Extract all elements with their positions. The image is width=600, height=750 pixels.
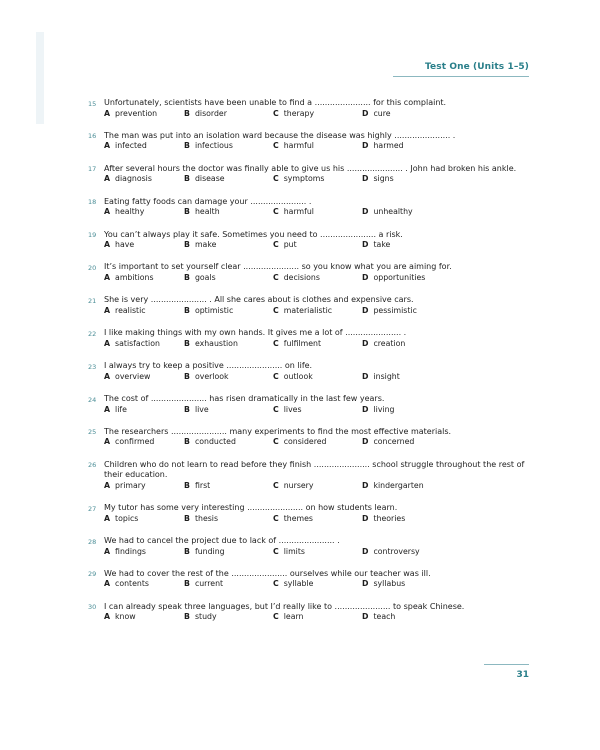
- answer-option: [362, 109, 452, 120]
- answer-options: [104, 339, 528, 350]
- answer-option: [273, 612, 362, 623]
- option-text: living: [373, 404, 395, 414]
- option-letter: A: [104, 108, 111, 118]
- option-text: disorder: [194, 108, 227, 118]
- option-text: symptoms: [283, 174, 325, 184]
- answer-options: [104, 547, 528, 558]
- answer-options: [104, 481, 528, 492]
- option-letter: B: [184, 108, 190, 118]
- question-text: Eating fatty foods can damage your ...................... .: [104, 196, 312, 206]
- question-line: [88, 427, 528, 438]
- footer-divider: [484, 664, 529, 665]
- question-item: [88, 503, 528, 524]
- option-text: therapy: [283, 108, 315, 118]
- option-text: topics: [115, 513, 139, 523]
- answer-option: [184, 514, 273, 525]
- answer-option: [273, 514, 362, 525]
- option-letter: C: [273, 513, 279, 523]
- answer-option: [104, 207, 184, 218]
- question-text: We had to cover the rest of the ...................... ourselves while our teacher was ill.: [104, 568, 431, 578]
- option-text: current: [194, 579, 224, 589]
- answer-option: [184, 339, 273, 350]
- question-item: [88, 361, 528, 382]
- question-number: 25: [88, 428, 97, 437]
- option-text: materialistic: [283, 305, 333, 315]
- option-letter: B: [184, 141, 190, 151]
- question-number: 22: [88, 329, 97, 338]
- answer-option: [184, 579, 273, 590]
- question-number: 16: [88, 132, 97, 141]
- question-number: 18: [88, 198, 97, 207]
- answer-option: [184, 437, 273, 448]
- answer-option: [273, 174, 362, 185]
- answer-option: [104, 273, 184, 284]
- answer-option: [362, 207, 452, 218]
- question-number: 29: [88, 570, 97, 579]
- question-text: I always try to keep a positive ...................... on life.: [104, 361, 313, 371]
- question-text: The man was put into an isolation ward because the disease was highly ...................... .: [104, 130, 456, 140]
- option-letter: D: [362, 174, 369, 184]
- question-item: [88, 98, 528, 119]
- question-item: [88, 230, 528, 251]
- question-item: [88, 427, 528, 448]
- option-text: findings: [115, 546, 146, 556]
- answer-option: [273, 141, 362, 152]
- option-text: live: [194, 404, 209, 414]
- option-letter: C: [273, 371, 279, 381]
- option-text: decisions: [283, 272, 320, 282]
- answer-option: [362, 306, 452, 317]
- question-text: Unfortunately, scientists have been unable to find a ...................... for this complaint.: [104, 98, 447, 107]
- answer-option: [104, 339, 184, 350]
- answer-option: [184, 306, 273, 317]
- option-letter: D: [362, 207, 369, 217]
- option-text: infected: [115, 141, 147, 151]
- option-letter: D: [362, 612, 369, 622]
- option-letter: A: [104, 305, 111, 315]
- answer-options: [104, 207, 528, 218]
- answer-option: [184, 612, 273, 623]
- option-letter: C: [273, 305, 279, 315]
- option-letter: B: [184, 240, 190, 250]
- answer-option: [362, 174, 452, 185]
- answer-option: [104, 240, 184, 251]
- option-letter: D: [362, 141, 369, 151]
- option-text: syllable: [283, 579, 314, 589]
- answer-option: [184, 481, 273, 492]
- answer-option: [362, 579, 452, 590]
- question-text: You can’t always play it safe. Sometimes you need to ...................... a risk.: [104, 229, 403, 239]
- question-number: 17: [88, 165, 97, 174]
- option-letter: D: [362, 546, 369, 556]
- answer-option: [104, 437, 184, 448]
- option-text: first: [194, 480, 211, 490]
- answer-options: [104, 240, 528, 251]
- question-text: I like making things with my own hands. It gives me a lot of ...................... .: [104, 328, 407, 338]
- option-text: insight: [373, 371, 400, 381]
- option-letter: C: [273, 141, 279, 151]
- option-text: harmful: [283, 207, 314, 217]
- option-text: have: [115, 240, 135, 250]
- question-line: [88, 503, 528, 514]
- option-letter: C: [273, 546, 279, 556]
- answer-options: [104, 514, 528, 525]
- option-text: primary: [115, 480, 146, 490]
- option-letter: A: [104, 404, 111, 414]
- question-line: [88, 536, 528, 547]
- option-letter: B: [184, 437, 190, 447]
- answer-option: [273, 405, 362, 416]
- question-text: I can already speak three languages, but I’d really like to ...................... to speak Chinese.: [104, 601, 465, 611]
- option-letter: D: [362, 240, 369, 250]
- question-line: [88, 98, 528, 109]
- option-text: prevention: [115, 108, 158, 118]
- option-text: confirmed: [115, 437, 155, 447]
- question-item: [88, 131, 528, 152]
- option-letter: D: [362, 371, 369, 381]
- option-text: life: [115, 404, 127, 414]
- answer-option: [184, 141, 273, 152]
- option-letter: A: [104, 338, 111, 348]
- answer-option: [104, 481, 184, 492]
- answer-option: [362, 405, 452, 416]
- option-text: funding: [194, 546, 225, 556]
- question-line: [88, 328, 528, 339]
- answer-option: [184, 405, 273, 416]
- margin-shade: [36, 32, 44, 124]
- answer-options: [104, 109, 528, 120]
- question-line: [88, 460, 528, 481]
- answer-option: [273, 481, 362, 492]
- option-letter: A: [104, 207, 111, 217]
- option-text: syllabus: [373, 579, 406, 589]
- question-text: She is very ...................... . All she cares about is clothes and expensive cars.: [104, 295, 414, 305]
- option-letter: A: [104, 437, 111, 447]
- option-text: theories: [373, 513, 406, 523]
- option-text: signs: [373, 174, 394, 184]
- question-line: [88, 230, 528, 241]
- option-text: learn: [283, 612, 304, 622]
- question-number: 20: [88, 263, 97, 272]
- option-text: realistic: [115, 305, 146, 315]
- answer-options: [104, 174, 528, 185]
- option-text: contents: [115, 579, 149, 589]
- option-letter: C: [273, 579, 279, 589]
- option-letter: B: [184, 612, 190, 622]
- option-text: concerned: [373, 437, 415, 447]
- answer-option: [273, 339, 362, 350]
- option-letter: C: [273, 437, 279, 447]
- answer-options: [104, 437, 528, 448]
- option-letter: B: [184, 338, 190, 348]
- option-text: controversy: [373, 546, 420, 556]
- answer-option: [362, 339, 452, 350]
- option-letter: C: [273, 612, 279, 622]
- option-letter: B: [184, 480, 190, 490]
- question-item: [88, 328, 528, 349]
- option-text: outlook: [283, 371, 313, 381]
- option-letter: A: [104, 480, 111, 490]
- option-text: take: [373, 240, 391, 250]
- answer-option: [273, 109, 362, 120]
- question-text: The researchers ...................... many experiments to find the most effective materials.: [104, 426, 452, 436]
- option-letter: B: [184, 579, 190, 589]
- option-text: opportunities: [373, 272, 426, 282]
- option-text: harmed: [373, 141, 404, 151]
- answer-option: [104, 547, 184, 558]
- option-text: satisfaction: [115, 338, 160, 348]
- header-divider: [393, 76, 529, 77]
- answer-option: [362, 372, 452, 383]
- option-letter: A: [104, 141, 111, 151]
- option-text: lives: [283, 404, 302, 414]
- option-letter: D: [362, 437, 369, 447]
- answer-option: [362, 481, 452, 492]
- question-line: [88, 569, 528, 580]
- option-letter: B: [184, 207, 190, 217]
- option-text: goals: [194, 272, 216, 282]
- option-text: conducted: [194, 437, 236, 447]
- option-letter: C: [273, 272, 279, 282]
- option-text: pessimistic: [373, 305, 417, 315]
- question-line: [88, 164, 528, 175]
- question-text: The cost of ...................... has risen dramatically in the last few years.: [104, 394, 385, 404]
- option-letter: D: [362, 305, 369, 315]
- question-number: 28: [88, 537, 97, 546]
- answer-option: [184, 109, 273, 120]
- answer-options: [104, 372, 528, 383]
- option-letter: A: [104, 240, 111, 250]
- answer-option: [104, 579, 184, 590]
- option-letter: C: [273, 207, 279, 217]
- option-text: put: [283, 240, 297, 250]
- answer-options: [104, 273, 528, 284]
- option-letter: A: [104, 174, 111, 184]
- answer-option: [273, 207, 362, 218]
- option-text: exhaustion: [194, 338, 238, 348]
- option-letter: D: [362, 338, 369, 348]
- question-item: [88, 602, 528, 623]
- answer-option: [362, 141, 452, 152]
- question-line: [88, 197, 528, 208]
- answer-option: [104, 514, 184, 525]
- option-text: nursery: [283, 480, 314, 490]
- question-text: It’s important to set yourself clear ...................... so you know what you are aiming for.: [104, 262, 452, 272]
- question-line: [88, 602, 528, 613]
- question-number: 30: [88, 603, 97, 612]
- answer-option: [273, 306, 362, 317]
- answer-option: [362, 240, 452, 251]
- question-list: [88, 98, 528, 635]
- question-item: [88, 197, 528, 218]
- answer-option: [273, 240, 362, 251]
- question-number: 27: [88, 504, 97, 513]
- question-text: Children who do not learn to read before they finish ...................... school struggle throughout the rest of their education.: [104, 459, 525, 480]
- option-letter: D: [362, 513, 369, 523]
- option-letter: D: [362, 480, 369, 490]
- question-number: 23: [88, 362, 97, 371]
- option-text: make: [194, 240, 217, 250]
- option-letter: C: [273, 108, 279, 118]
- question-item: [88, 164, 528, 185]
- question-number: 19: [88, 231, 97, 240]
- option-letter: A: [104, 546, 111, 556]
- option-letter: B: [184, 305, 190, 315]
- option-letter: B: [184, 371, 190, 381]
- answer-options: [104, 405, 528, 416]
- question-text: After several hours the doctor was finally able to give us his ...................... . John had broken his ankle.: [104, 163, 517, 173]
- option-letter: D: [362, 108, 369, 118]
- option-letter: C: [273, 174, 279, 184]
- option-text: know: [115, 612, 136, 622]
- option-letter: A: [104, 513, 111, 523]
- question-item: [88, 460, 528, 492]
- answer-option: [184, 174, 273, 185]
- answer-option: [104, 174, 184, 185]
- option-letter: B: [184, 546, 190, 556]
- option-letter: A: [104, 579, 111, 589]
- option-letter: A: [104, 612, 111, 622]
- option-text: considered: [283, 437, 327, 447]
- answer-option: [362, 547, 452, 558]
- question-line: [88, 394, 528, 405]
- answer-option: [184, 547, 273, 558]
- answer-option: [104, 306, 184, 317]
- answer-option: [273, 547, 362, 558]
- option-text: kindergarten: [373, 480, 424, 490]
- question-item: [88, 295, 528, 316]
- option-text: diagnosis: [115, 174, 152, 184]
- answer-option: [273, 437, 362, 448]
- answer-option: [184, 240, 273, 251]
- option-letter: D: [362, 272, 369, 282]
- question-text: We had to cancel the project due to lack of ...................... .: [104, 536, 340, 546]
- answer-option: [104, 141, 184, 152]
- answer-options: [104, 141, 528, 152]
- answer-options: [104, 612, 528, 623]
- option-text: fulfilment: [283, 338, 322, 348]
- option-letter: D: [362, 579, 369, 589]
- option-letter: B: [184, 174, 190, 184]
- option-text: disease: [194, 174, 225, 184]
- option-letter: B: [184, 404, 190, 414]
- answer-option: [362, 514, 452, 525]
- question-item: [88, 536, 528, 557]
- answer-option: [104, 405, 184, 416]
- answer-option: [273, 579, 362, 590]
- question-line: [88, 361, 528, 372]
- page-header-title: Test One (Units 1–5): [425, 62, 529, 72]
- option-text: thesis: [194, 513, 219, 523]
- option-letter: C: [273, 338, 279, 348]
- option-text: infectious: [194, 141, 233, 151]
- answer-options: [104, 579, 528, 590]
- option-letter: C: [273, 404, 279, 414]
- question-number: 26: [88, 461, 97, 470]
- question-item: [88, 569, 528, 590]
- question-line: [88, 295, 528, 306]
- option-letter: B: [184, 272, 190, 282]
- question-line: [88, 131, 528, 142]
- answer-option: [104, 372, 184, 383]
- option-letter: B: [184, 513, 190, 523]
- option-letter: C: [273, 480, 279, 490]
- option-text: creation: [373, 338, 406, 348]
- question-number: 21: [88, 296, 97, 305]
- answer-option: [362, 437, 452, 448]
- answer-option: [273, 372, 362, 383]
- question-item: [88, 394, 528, 415]
- option-text: teach: [373, 612, 396, 622]
- option-text: health: [194, 207, 220, 217]
- answer-option: [362, 273, 452, 284]
- option-letter: D: [362, 404, 369, 414]
- option-letter: A: [104, 272, 111, 282]
- option-text: limits: [283, 546, 305, 556]
- option-text: overlook: [194, 371, 229, 381]
- page-number: 31: [516, 670, 529, 680]
- option-text: optimistic: [194, 305, 234, 315]
- answer-options: [104, 306, 528, 317]
- option-text: themes: [283, 513, 313, 523]
- option-text: study: [194, 612, 217, 622]
- question-text: My tutor has some very interesting ...................... on how students learn.: [104, 503, 398, 513]
- answer-option: [184, 372, 273, 383]
- option-text: healthy: [115, 207, 145, 217]
- answer-option: [104, 612, 184, 623]
- question-item: [88, 262, 528, 283]
- answer-option: [184, 273, 273, 284]
- answer-option: [273, 273, 362, 284]
- question-line: [88, 262, 528, 273]
- option-text: overview: [115, 371, 151, 381]
- option-letter: C: [273, 240, 279, 250]
- option-text: ambitions: [115, 272, 154, 282]
- option-text: cure: [373, 108, 391, 118]
- answer-option: [104, 109, 184, 120]
- option-text: unhealthy: [373, 207, 413, 217]
- option-text: harmful: [283, 141, 314, 151]
- question-number: 24: [88, 395, 97, 404]
- option-letter: A: [104, 371, 111, 381]
- answer-option: [362, 612, 452, 623]
- question-number: 15: [88, 99, 97, 108]
- answer-option: [184, 207, 273, 218]
